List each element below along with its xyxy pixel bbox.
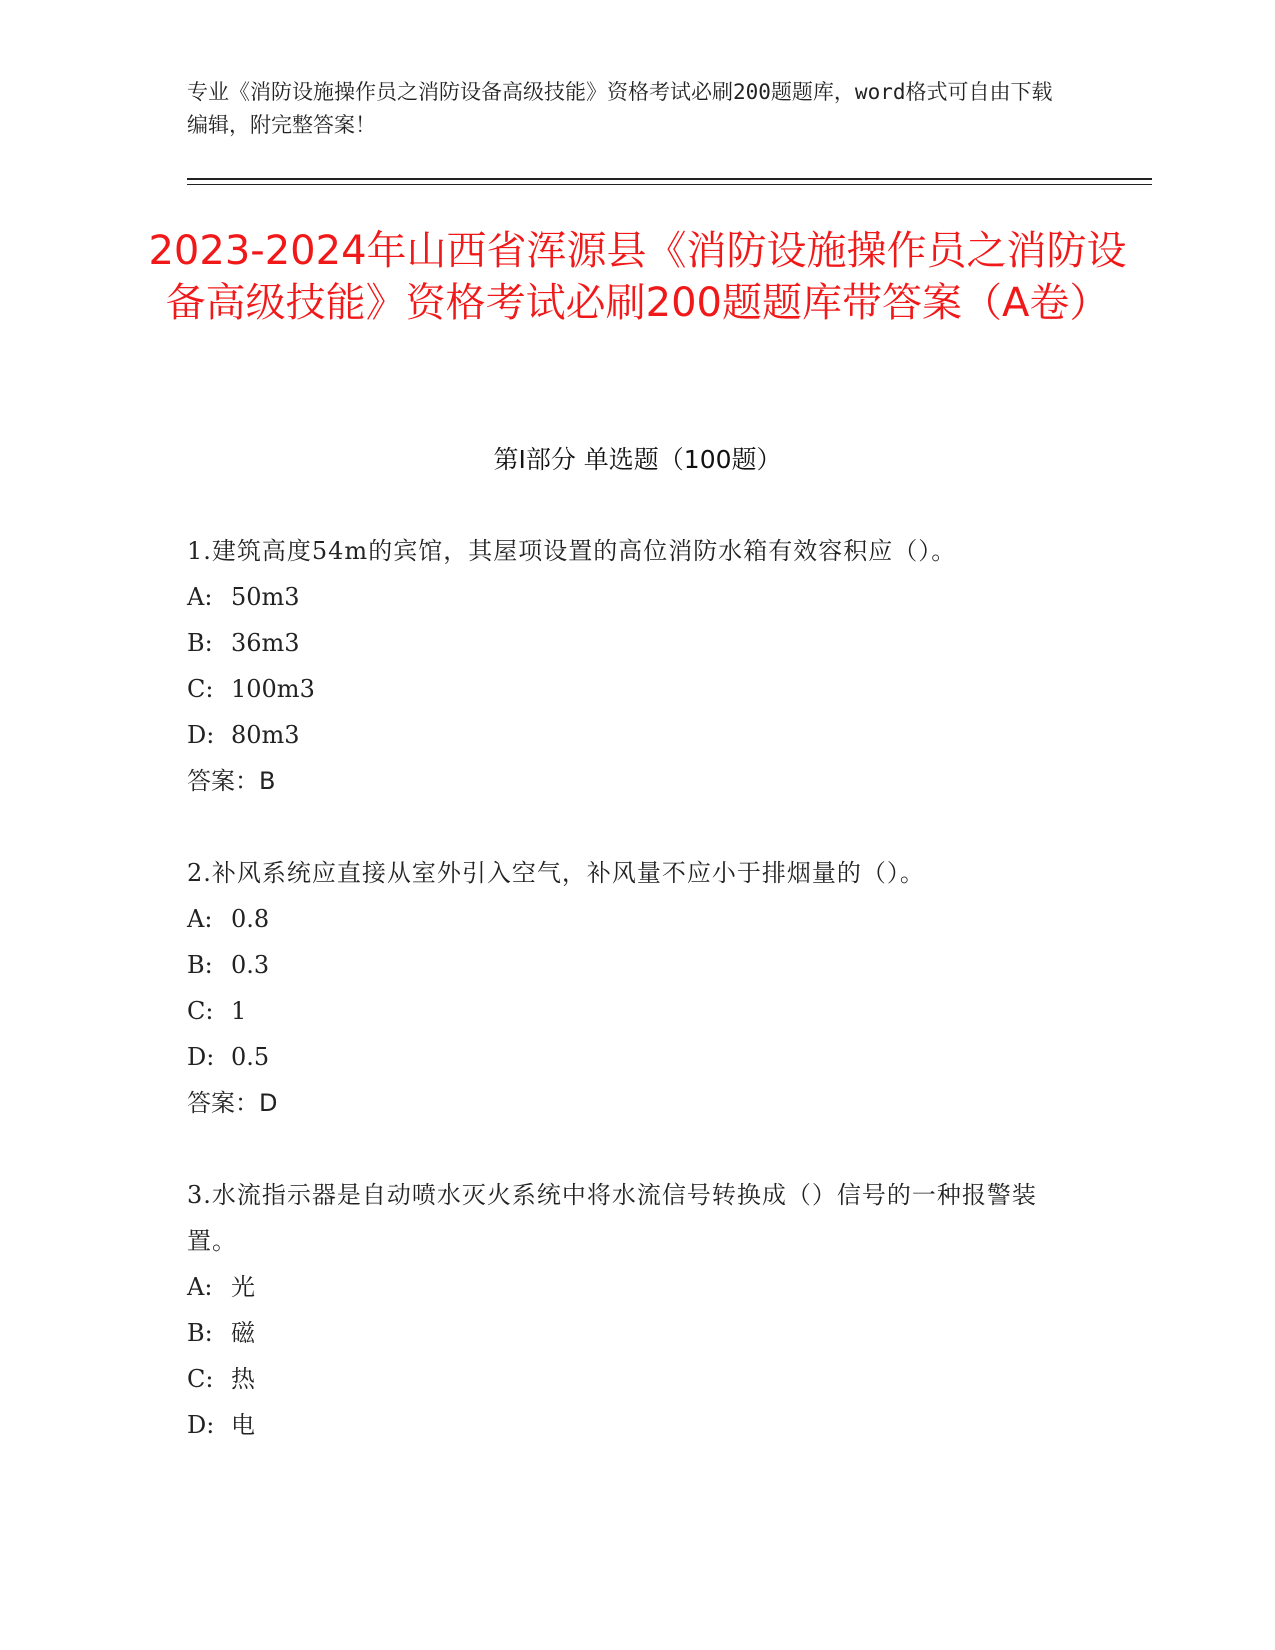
option-text: 50m3 — [231, 583, 300, 611]
option-c — [187, 988, 1067, 1034]
option-key: B: — [187, 1319, 213, 1347]
option-text: 热 — [231, 1365, 255, 1393]
header-divider-thin — [187, 184, 1152, 185]
option-text: 80m3 — [231, 721, 300, 749]
document-title: 2023-2024年山西省浑源县《消防设施操作员之消防设备高级技能》资格考试必刷200题题库带答案（A卷） — [148, 228, 1127, 326]
option-key: A: — [187, 583, 213, 611]
option-text: 100m3 — [231, 675, 315, 703]
option-text: 光 — [231, 1273, 255, 1301]
option-text: 1 — [231, 997, 247, 1025]
option-d — [187, 1034, 1067, 1080]
option-key: D: — [187, 1043, 215, 1071]
question-stem: 1.建筑高度54m的宾馆，其屋项设置的高位消防水箱有效容积应（）。 — [187, 537, 957, 565]
question-stem: 3.水流指示器是自动喷水灭火系统中将水流信号转换成（）信号的一种报警装置。 — [187, 1181, 1037, 1255]
question-2 — [187, 850, 1067, 1126]
option-a — [187, 574, 1067, 620]
section-heading: 第Ⅰ部分 单选题（100题） — [493, 445, 782, 474]
question-3 — [187, 1172, 1067, 1448]
option-key: D: — [187, 721, 215, 749]
question-1 — [187, 528, 1067, 804]
option-c — [187, 666, 1067, 712]
option-key: A: — [187, 905, 213, 933]
option-key: B: — [187, 951, 213, 979]
option-a — [187, 1264, 1067, 1310]
header-divider-thick — [187, 178, 1152, 180]
option-text: 磁 — [231, 1319, 255, 1347]
option-a — [187, 896, 1067, 942]
option-text: 0.5 — [231, 1043, 270, 1071]
option-key: C: — [187, 1365, 214, 1393]
option-b — [187, 620, 1067, 666]
option-text: 0.3 — [231, 951, 270, 979]
option-text: 36m3 — [231, 629, 300, 657]
question-stem: 2.补风系统应直接从室外引入空气，补风量不应小于排烟量的（）。 — [187, 859, 925, 887]
option-key: C: — [187, 675, 214, 703]
option-text: 电 — [231, 1411, 255, 1439]
option-d — [187, 712, 1067, 758]
answer-label: 答案：D — [187, 1089, 278, 1117]
header-note: 专业《消防设施操作员之消防设备高级技能》资格考试必刷200题题库，word格式可自由下载编辑，附完整答案！ — [187, 80, 1053, 137]
answer-label: 答案：B — [187, 767, 276, 795]
option-key: A: — [187, 1273, 213, 1301]
option-key: D: — [187, 1411, 215, 1439]
option-key: B: — [187, 629, 213, 657]
option-key: C: — [187, 997, 214, 1025]
option-d — [187, 1402, 1067, 1448]
option-c — [187, 1356, 1067, 1402]
option-text: 0.8 — [231, 905, 270, 933]
question-list — [187, 528, 1067, 1494]
option-b — [187, 1310, 1067, 1356]
option-b — [187, 942, 1067, 988]
